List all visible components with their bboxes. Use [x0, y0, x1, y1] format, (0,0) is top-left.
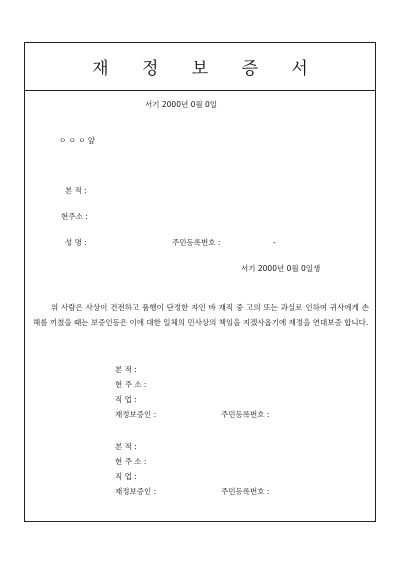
subject-address-label: 현주소 : — [61, 212, 88, 221]
guarantee-body-text: 위 사람은 사상이 건전하고 품행이 단정한 자인 바 재직 중 고의 또는 과실로 인하여 귀사에게 손해를 끼쳤을 때는 보증인등은 이에 대한 일체의 민사상의 책임을 지겠사옵기에 재정을 연대보증 합니다. — [33, 303, 369, 327]
guarantor-1-address-label: 현 주 소 : — [115, 380, 147, 389]
guarantor-2-address-label: 현 주 소 : — [115, 457, 147, 466]
subject-resident-id-label: 주민등록번호 : — [172, 238, 221, 247]
guarantor-1-domicile-label: 본 적 : — [115, 365, 137, 374]
subject-name-label: 성 명 : — [65, 238, 87, 247]
guarantor-1-guarantor-label: 재정보증인 : — [115, 410, 157, 419]
guarantor-2-domicile-label: 본 적 : — [115, 442, 137, 451]
title-row — [25, 43, 375, 91]
guarantor-2-resident-id-label: 주민등록번호 : — [221, 487, 270, 496]
recipient: ㅇ ㅇ ㅇ 앞 — [59, 136, 96, 145]
document-frame — [24, 42, 376, 522]
guarantor-1-job-label: 직 업 : — [115, 395, 137, 404]
guarantor-1-resident-id-label: 주민등록번호 : — [221, 410, 270, 419]
subject-birth-date: 서기 2000년 0월 0일생 — [241, 264, 321, 273]
top-date: 서기 2000년 0월 0일 — [145, 100, 218, 109]
guarantor-2-guarantor-label: 재정보증인 : — [115, 487, 157, 496]
guarantor-2-job-label: 직 업 : — [115, 472, 137, 481]
subject-resident-id-dash: - — [273, 238, 276, 247]
subject-domicile-label: 본 적 : — [65, 186, 87, 195]
document-title: 재 정 보 증 서 — [92, 59, 322, 79]
